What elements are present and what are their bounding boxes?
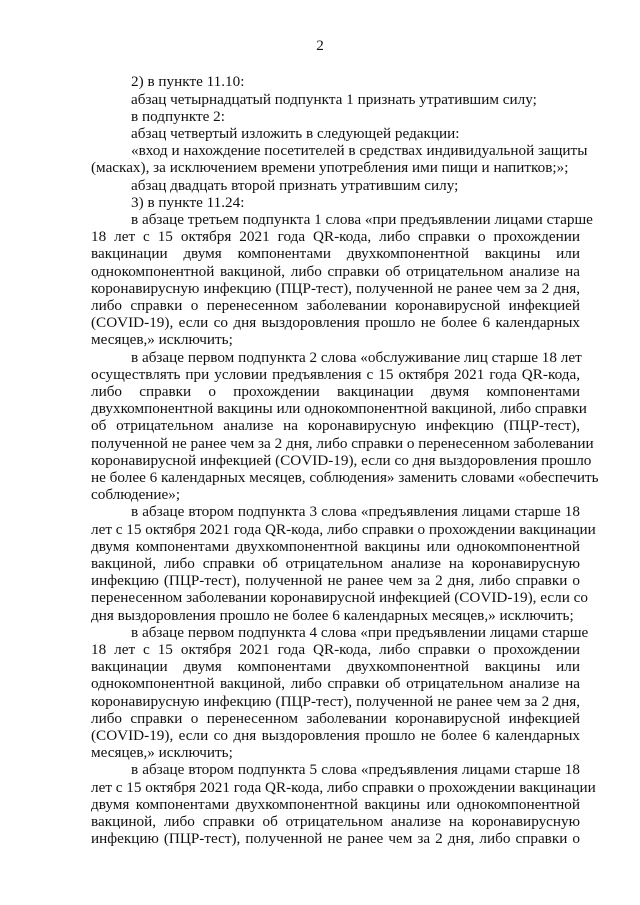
text-line: «вход и нахождение посетителей в средствах индивидуальной защиты bbox=[131, 142, 588, 159]
text-line: 18 лет с 15 октября 2021 года QR-кода, либо справки о прохождении bbox=[91, 641, 580, 658]
text-line: коронавирусную инфекцию (ПЦР-тест), полученной не ранее чем за 2 дня, bbox=[91, 280, 580, 297]
text-line: в абзаце втором подпункта 5 слова «предъявления лицами старше 18 bbox=[131, 761, 580, 778]
text-line: не более 6 календарных месяцев, соблюдения» заменить словами «обеспечить bbox=[91, 469, 599, 486]
text-line: лет с 15 октября 2021 года QR-кода, либо справки о прохождении вакцинации bbox=[91, 521, 596, 538]
text-line: 18 лет с 15 октября 2021 года QR-кода, либо справки о прохождении bbox=[91, 228, 580, 245]
text-line: либо справки о прохождении вакцинации двумя компонентами bbox=[91, 383, 580, 400]
text-line: в абзаце третьем подпункта 1 слова «при предъявлении лицами старше bbox=[131, 211, 593, 228]
text-line: в подпункте 2: bbox=[131, 108, 225, 125]
text-line: месяцев,» исключить; bbox=[91, 331, 233, 348]
text-line: об отрицательном анализе на коронавирусную инфекцию (ПЦР-тест), bbox=[91, 417, 580, 434]
text-line: месяцев,» исключить; bbox=[91, 744, 233, 761]
text-line: инфекцию (ПЦР-тест), полученной не ранее чем за 2 дня, либо справки о bbox=[91, 572, 580, 589]
text-line: двумя компонентами двухкомпонентной вакцины или однокомпонентной bbox=[91, 538, 580, 555]
text-line: либо справки о перенесенном заболевании коронавирусной инфекцией bbox=[91, 710, 580, 727]
text-line: вакцинации двумя компонентами двухкомпонентной вакцины или bbox=[91, 658, 580, 675]
text-line: вакциной, либо справки об отрицательном анализе на коронавирусную bbox=[91, 813, 580, 830]
text-line: инфекцию (ПЦР-тест), полученной не ранее чем за 2 дня, либо справки о bbox=[91, 830, 580, 847]
page-number: 2 bbox=[316, 37, 324, 54]
text-line: либо справки о перенесенном заболевании коронавирусной инфекцией bbox=[91, 297, 580, 314]
text-line: (COVID-19), если со дня выздоровления прошло не более 6 календарных bbox=[91, 314, 580, 331]
text-line: перенесенном заболевании коронавирусной инфекцией (COVID-19), если со bbox=[91, 589, 588, 606]
text-line: двухкомпонентной вакцины или однокомпонентной вакциной, либо справки bbox=[91, 400, 587, 417]
text-line: абзац двадцать второй признать утратившим силу; bbox=[131, 177, 459, 194]
text-line: (масках), за исключением времени употребления ими пищи и напитков;»; bbox=[91, 159, 569, 176]
text-line: в абзаце первом подпункта 2 слова «обслуживание лиц старше 18 лет bbox=[131, 349, 582, 366]
text-line: 3) в пункте 11.24: bbox=[131, 194, 245, 211]
text-line: полученной не ранее чем за 2 дня, либо справки о перенесенном заболевании bbox=[91, 435, 594, 452]
text-line: дня выздоровления прошло не более 6 календарных месяцев,» исключить; bbox=[91, 607, 574, 624]
text-line: в абзаце первом подпункта 4 слова «при предъявлении лицами старше bbox=[131, 624, 589, 641]
text-line: 2) в пункте 11.10: bbox=[131, 73, 245, 90]
text-line: вакцинации двумя компонентами двухкомпонентной вакцины или bbox=[91, 245, 580, 262]
text-line: однокомпонентной вакциной, либо справки об отрицательном анализе на bbox=[91, 675, 580, 692]
text-line: лет с 15 октября 2021 года QR-кода, либо справки о прохождении вакцинации bbox=[91, 779, 596, 796]
text-line: вакциной, либо справки об отрицательном анализе на коронавирусную bbox=[91, 555, 580, 572]
text-line: двумя компонентами двухкомпонентной вакцины или однокомпонентной bbox=[91, 796, 580, 813]
text-line: абзац четырнадцатый подпункта 1 признать утратившим силу; bbox=[131, 91, 537, 108]
text-line: абзац четвертый изложить в следующей редакции: bbox=[131, 125, 460, 142]
text-line: в абзаце втором подпункта 3 слова «предъявления лицами старше 18 bbox=[131, 503, 580, 520]
text-line: (COVID-19), если со дня выздоровления прошло не более 6 календарных bbox=[91, 727, 580, 744]
text-line: однокомпонентной вакциной, либо справки об отрицательном анализе на bbox=[91, 263, 580, 280]
text-line: коронавирусную инфекцию (ПЦР-тест), полученной не ранее чем за 2 дня, bbox=[91, 693, 580, 710]
text-line: коронавирусной инфекцией (COVID-19), если со дня выздоровления прошло bbox=[91, 452, 592, 469]
text-line: осуществлять при условии предъявления с 15 октября 2021 года QR-кода, bbox=[91, 366, 580, 383]
text-line: соблюдение»; bbox=[91, 486, 181, 503]
